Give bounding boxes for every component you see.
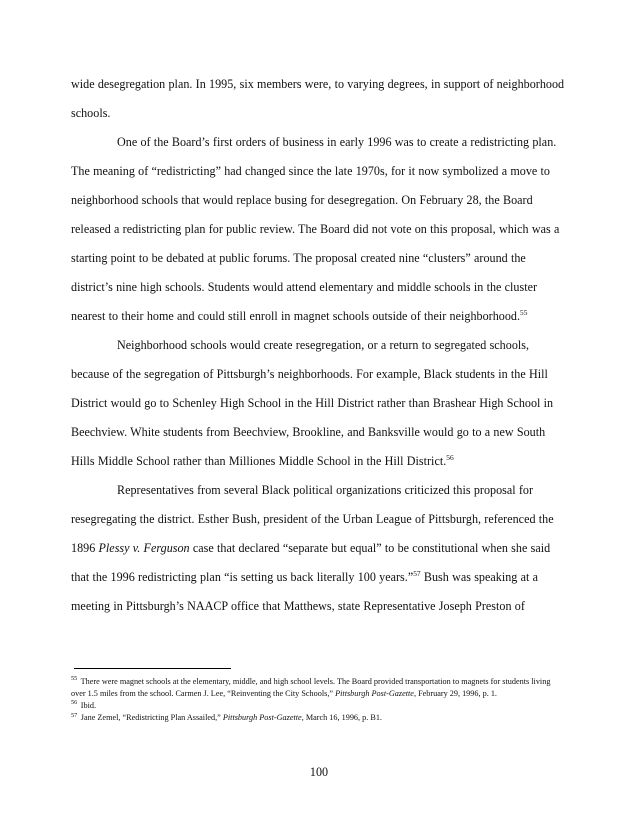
- footnote-entry: [71, 676, 567, 700]
- footnote-number: 57: [71, 711, 78, 719]
- italic-title: Pittsburgh Post-Gazette: [335, 689, 414, 699]
- footnote-reference: 56: [446, 452, 454, 462]
- body-paragraph: One of the Board’s first orders of business in early 1996 was to create a redistricting plan. The meaning of “redistricting” had changed since the late 1970s, for it now symbolized a move to neighborhood schools that would replace busing for desegregation. On February 28, the Board released a redistricting plan for public review. The Board did not vote on this proposal, which was a starting point to be debated at public forums. The proposal created nine “clusters” around the district’s nine high schools. Students would attend elementary and middle schools in the cluster nearest to their home and could still enroll in magnet schools outside of their neighborhood.$^{55}$: [71, 135, 560, 323]
- footnote-area: [71, 668, 567, 724]
- body-paragraph: wide desegregation plan. In 1995, six members were, to varying degrees, in support of neighborhood schools.: [71, 77, 565, 120]
- footnote-number: 56: [71, 699, 78, 707]
- footnote-text: Jane Zemel, “Redistricting Plan Assailed,” Pittsburgh Post-Gazette, March 16, 1996, p. B1.: [78, 713, 382, 723]
- italic-title: Plessy v. Ferguson: [98, 541, 190, 555]
- page-number: 100: [309, 765, 329, 779]
- body-paragraph: Representatives from several Black political organizations criticized this proposal for resegregating the district. Esther Bush, president of the Urban League of Pittsburgh, referenced the 1896 Plessy v. Ferguson case that declared “separate but equal” to be constitutional when she said that the 1996 redistricting plan “is setting us back literally 100 years.”$^{57}$ Bush was speaking at a meeting in Pittsburgh’s NAACP office that Matthews, state Representative Joseph Preston of: [71, 483, 554, 613]
- footnote-entry: [71, 712, 567, 724]
- footnote-text: Ibid.: [78, 701, 97, 711]
- footnote-reference: 57: [413, 568, 421, 578]
- footnote-entry: [71, 700, 567, 712]
- italic-title: Pittsburgh Post-Gazette: [222, 713, 302, 723]
- body-text-block: [71, 70, 567, 621]
- footnote-separator-rule: [74, 668, 231, 669]
- footnote-reference: 55: [520, 307, 528, 317]
- body-paragraph: Neighborhood schools would create resegregation, or a return to segregated schools, because of the segregation of Pittsburgh’s neighborhoods. For example, Black students in the Hill District would go to Schenley High School in the Hill District rather than Brashear High School in Beechview. White students from Beechview, Brookline, and Banksville would go to a new South Hills Middle School rather than Milliones Middle School in the Hill District.$^{56}$: [71, 338, 554, 468]
- footnote-text: There were magnet schools at the elementary, middle, and high school levels. The Board provided transportation to magnets for students living over 1.5 miles from the school. Carmen J. Lee, “Reinventing the City Schools,” Pittsburgh Post-Gazette, February 29, 1996, p. 1.: [71, 677, 551, 699]
- footnote-number: 55: [71, 675, 78, 683]
